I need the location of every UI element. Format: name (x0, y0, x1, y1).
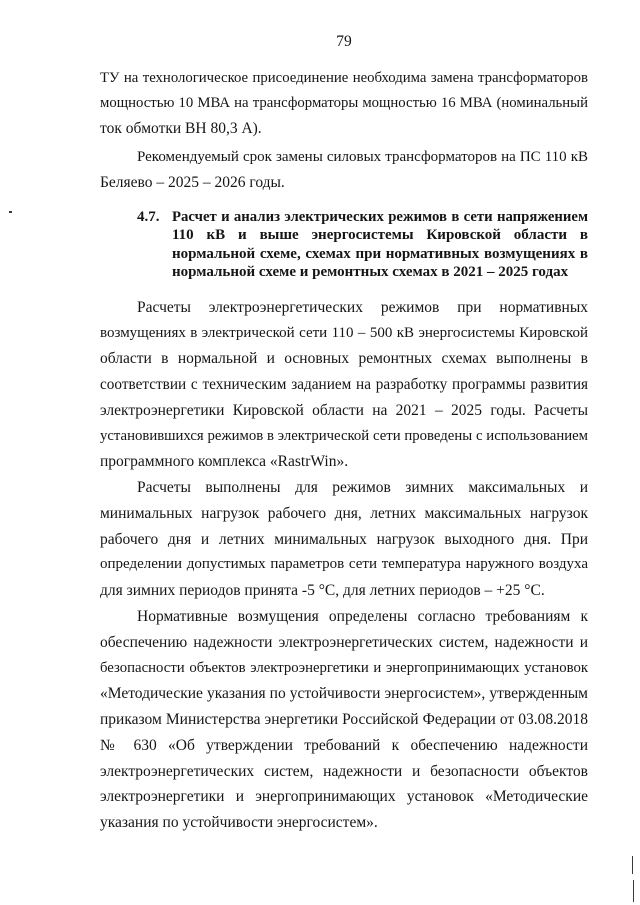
scan-edge-mark (633, 880, 634, 902)
calculation-paragraph (100, 295, 588, 475)
page-number: 79 (336, 33, 352, 50)
paragraph-line: Расчеты выполнены для режимов зимних максимальных и (137, 479, 588, 496)
paragraph-line: программного комплекса «RastrWin». (100, 453, 349, 471)
paragraph-line: электроэнергетических систем, надежности и безопасности объектов (100, 762, 588, 780)
heading-line: Расчет и анализ электрических режимов в сети напряжением (172, 209, 588, 225)
paragraph-line: указания по устойчивости энергосистем». (100, 814, 378, 831)
section-heading (172, 208, 588, 281)
scan-edge-mark (632, 856, 633, 874)
paragraph-line: мощностью 10 МВА на трансформаторы мощностью 16 МВА (номинальный (100, 95, 588, 111)
paragraph-line: Расчеты электроэнергетических режимов при нормативных (137, 299, 588, 316)
paragraph-line: ТУ на технологическое присоединение необходима замена трансформаторов (100, 70, 588, 86)
modes-paragraph (100, 475, 588, 604)
paragraph-line: рабочего дня и летних минимальных нагрузок выходного дня. При (100, 530, 588, 548)
paragraph-line: области в нормальной и основных ремонтных схемах выполнены в (100, 350, 588, 368)
scan-speck (9, 211, 12, 213)
paragraph-line: обеспечению надежности электроэнергетических систем, надежности и (100, 633, 588, 651)
deadline-paragraph (100, 145, 588, 195)
paragraph-line: для зимних периодов принята -5 °С, для летних периодов – +25 °С. (100, 582, 545, 599)
section-number: 4.7. (137, 209, 160, 225)
paragraph-line: соответствии с техническим заданием на разработку программы развития (100, 376, 588, 394)
paragraph-line: установившихся режимов в электрической сети проведены с использованием (100, 427, 588, 444)
paragraph-line: электроэнергетики и энергопринимающих установок «Методические (100, 788, 588, 806)
disturbances-paragraph (100, 604, 588, 836)
paragraph-line: электроэнергетики Кировской области на 2021 – 2025 годы. Расчеты (100, 401, 588, 419)
paragraph-line: Беляево – 2025 – 2026 годы. (100, 174, 285, 191)
heading-line: 110 кВ и выше энергосистемы Кировской области в (172, 227, 588, 244)
paragraph-line: определении допустимых параметров сети температура наружного воздуха (100, 556, 588, 573)
paragraph-line: № 630 «Об утверждении требований к обеспечению надежности (100, 736, 588, 754)
heading-line: нормальной схеме и ремонтных схемах в 2021 – 2025 годах (172, 263, 569, 280)
paragraph-line: ток обмотки ВН 80,3 А). (100, 120, 262, 137)
paragraph-line: приказом Министерства энергетики Российской Федерации от 03.08.2018 (100, 711, 588, 728)
paragraph-line: возмущениях в электрической сети 110 – 500 кВ энергосистемы Кировской (100, 324, 588, 341)
intro-paragraph (100, 66, 588, 141)
paragraph-line: Рекомендуемый срок замены силовых трансформаторов на ПС 110 кВ (137, 149, 588, 165)
paragraph-line: безопасности объектов электроэнергетики и энергопринимающих установок (100, 659, 588, 676)
heading-line: нормальной схеме, схемах при нормативных возмущениях в (172, 245, 588, 262)
paragraph-line: Нормативные возмущения определены согласно требованиям к (137, 608, 588, 625)
paragraph-line: «Методические указания по устойчивости энергосистем», утвержденным (100, 685, 588, 703)
paragraph-line: минимальных нагрузок рабочего дня, летних максимальных нагрузок (100, 504, 588, 522)
